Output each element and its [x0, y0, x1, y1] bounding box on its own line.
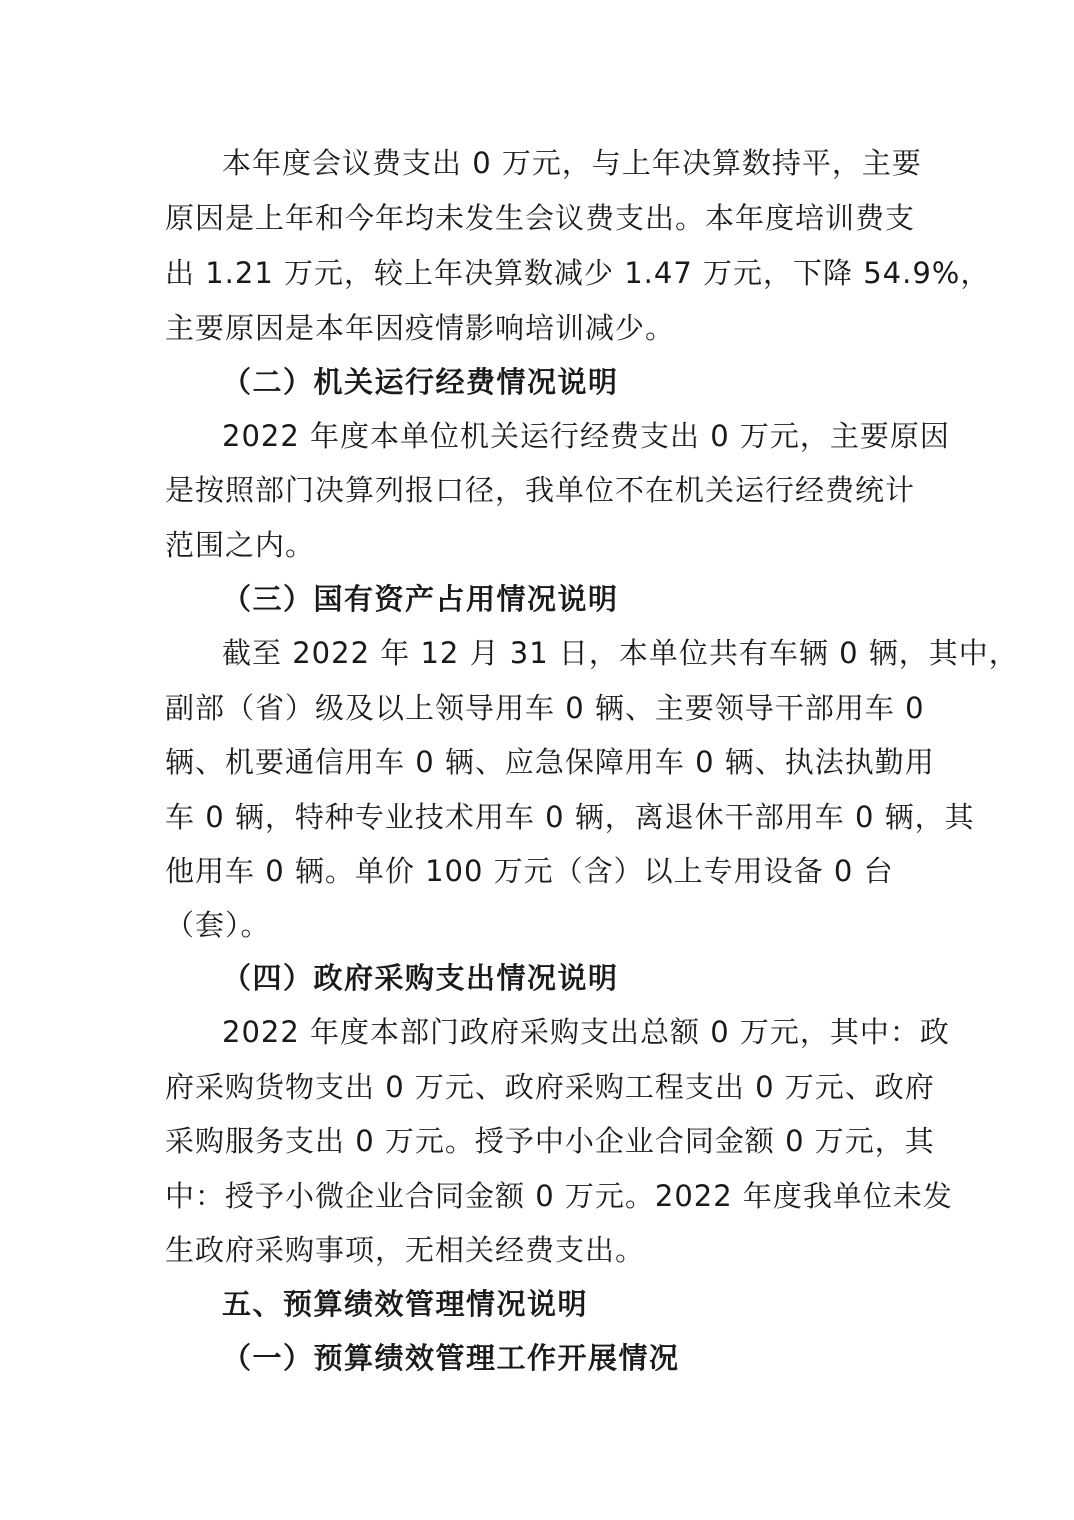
- paragraph-line: 原因是上年和今年均未发生会议费支出。本年度培训费支: [165, 201, 916, 235]
- paragraph-line: 车 0 辆，特种专业技术用车 0 辆，离退休干部用车 0 辆，其: [165, 800, 975, 834]
- paragraph-line: 2022 年度本部门政府采购支出总额 0 万元，其中：政: [222, 1015, 950, 1049]
- paragraph-line: 2022 年度本单位机关运行经费支出 0 万元，主要原因: [222, 419, 950, 453]
- paragraph-line: 辆、机要通信用车 0 辆、应急保障用车 0 辆、执法执勤用: [165, 745, 935, 779]
- subsection-heading: （二）机关运行经费情况说明: [222, 365, 619, 399]
- paragraph-line: 采购服务支出 0 万元。授予中小企业合同金额 0 万元，其: [165, 1124, 935, 1158]
- paragraph-line: 中：授予小微企业合同金额 0 万元。2022 年度我单位未发: [165, 1179, 953, 1213]
- paragraph-line: 出 1.21 万元，较上年决算数减少 1.47 万元，下降 54.9%，: [165, 256, 991, 290]
- subsection-heading: （四）政府采购支出情况说明: [222, 961, 619, 995]
- paragraph-line: 主要原因是本年因疫情影响培训减少。: [165, 311, 676, 345]
- paragraph-line: 本年度会议费支出 0 万元，与上年决算数持平，主要: [222, 146, 922, 180]
- subsection-heading: （一）预算绩效管理工作开展情况: [222, 1341, 680, 1375]
- paragraph-line: 副部（省）级及以上领导用车 0 辆、主要领导干部用车 0: [165, 691, 925, 725]
- paragraph-line: 他用车 0 辆。单价 100 万元（含）以上专用设备 0 台: [165, 854, 894, 888]
- paragraph-line: （套）。: [165, 908, 271, 942]
- section-heading: 五、预算绩效管理情况说明: [222, 1287, 589, 1321]
- paragraph-line: 府采购货物支出 0 万元、政府采购工程支出 0 万元、政府: [165, 1070, 935, 1104]
- subsection-heading: （三）国有资产占用情况说明: [222, 582, 619, 616]
- paragraph-line: 截至 2022 年 12 月 31 日，本单位共有车辆 0 辆，其中，: [222, 636, 1019, 670]
- paragraph-line: 是按照部门决算列报口径，我单位不在机关运行经费统计: [165, 473, 916, 507]
- paragraph-line: 生政府采购事项，无相关经费支出。: [165, 1233, 646, 1267]
- paragraph-line: 范围之内。: [165, 528, 316, 562]
